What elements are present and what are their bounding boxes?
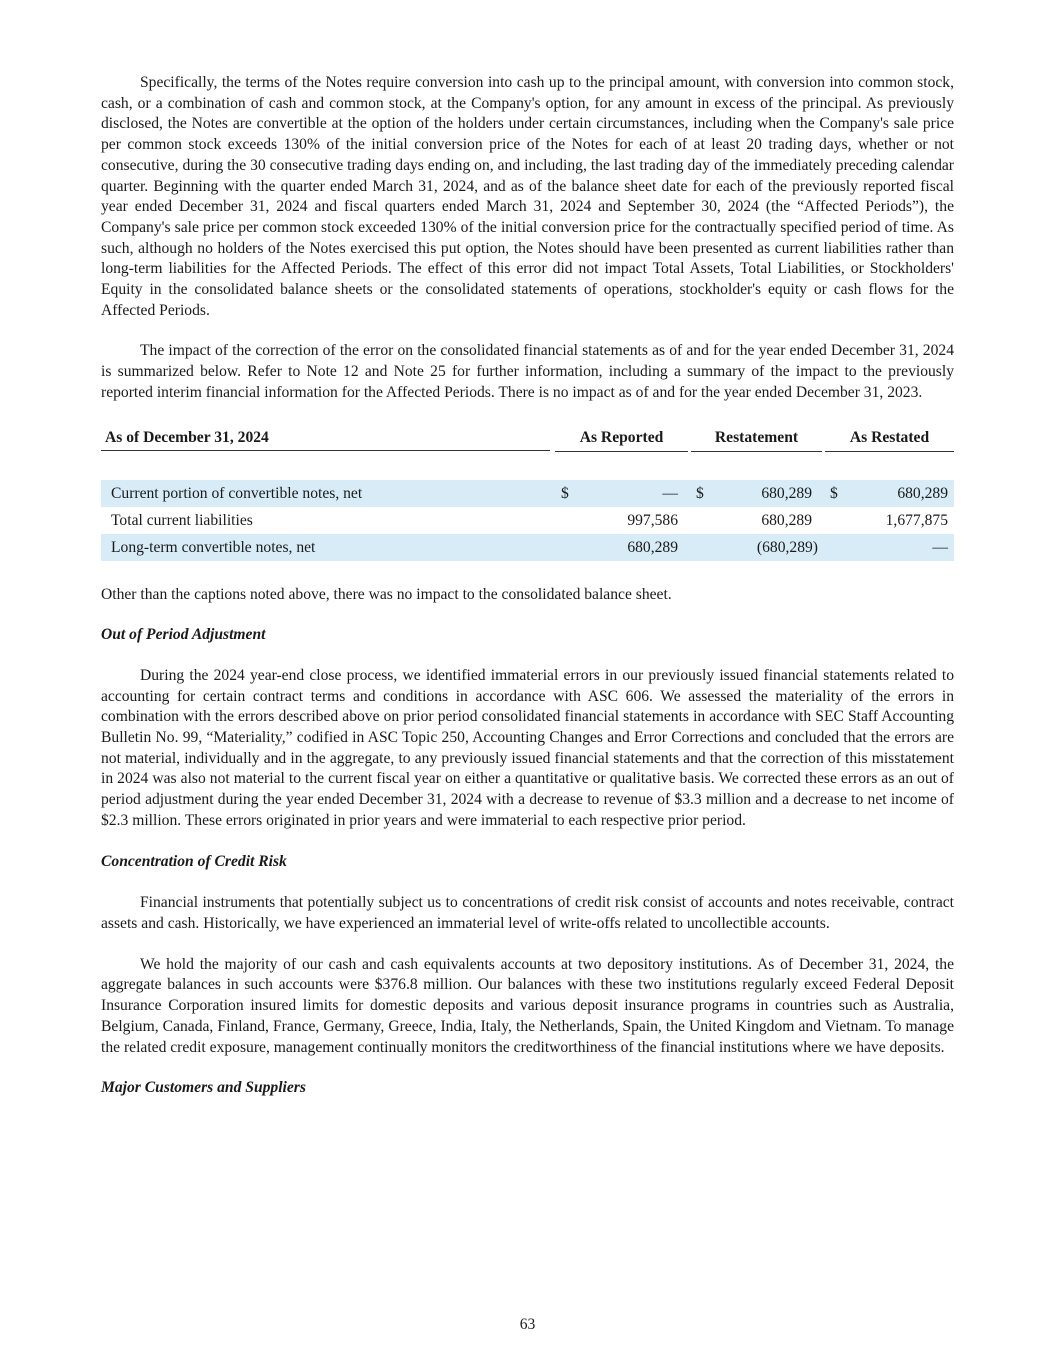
table-row	[101, 507, 954, 534]
as-restated-value: 680,289	[897, 484, 948, 502]
paragraph-financial-instruments: Financial instruments that potentially subject us to concentrations of credit risk consist of accounts and notes receivable, contract assets and cash. Historically, we have experienced an immaterial level of write-offs related to uncollectible accounts.	[101, 894, 954, 932]
as-reported-value: 997,586	[627, 511, 678, 529]
row-label: Total current liabilities	[111, 511, 253, 529]
page-number: 63	[519, 1316, 536, 1333]
as-restated-value: 1,677,875	[885, 511, 948, 529]
heading-concentration-credit-risk: Concentration of Credit Risk	[101, 852, 287, 870]
row-label: Long-term convertible notes, net	[111, 538, 316, 556]
restatement-value: (680,289)	[756, 538, 818, 556]
paragraph-out-of-period: During the 2024 year-end close process, we identified immaterial errors in our previously issued financial statements related to accounting for certain contract terms and conditions in accordance with ASC 606. We assessed the materiality of the errors in combination with the errors described above on prior period consolidated financial statements in accordance with SEC Staff Accounting Bulletin No. 99, “Materiality,” codified in ASC Topic 250, Accounting Changes and Error Corrections and concluded that the errors are not material, individually and in the aggregate, to any previously issued financial statements and that the correction of this misstatement in 2024 was also not material to the current fiscal year on either a quantitative or qualitative basis. We corrected these errors as an out of period adjustment during the year ended December 31, 2024 with a decrease to revenue of $3.3 million and a decrease to net income of $2.3 million. These errors originated in prior years and were immaterial to each respective prior period.	[101, 666, 954, 829]
restatement-value: 680,289	[761, 484, 812, 502]
dollar-sign: $	[561, 484, 569, 502]
as-reported-value: —	[662, 484, 678, 502]
as-reported-value: 680,289	[627, 538, 678, 556]
table-header-restatement: Restatement	[691, 428, 822, 452]
row-label: Current portion of convertible notes, net	[111, 484, 363, 502]
document-page	[101, 73, 954, 1099]
table-header	[101, 428, 954, 453]
table-body	[101, 480, 954, 561]
as-restated-value: —	[932, 538, 948, 556]
restatement-table	[101, 428, 954, 561]
paragraph-cash-deposits: We hold the majority of our cash and cash equivalents accounts at two depository institutions. As of December 31, 2024, the aggregate balances in such accounts were $376.8 million. Our balances with these two institutions regularly exceed Federal Deposit Insurance Corporation insured limits for domestic deposits and various deposit insurance programs in countries such as Australia, Belgium, Canada, Finland, France, Germany, Greece, India, Italy, the Netherlands, Spain, the United Kingdom and Vietnam. To manage the related credit exposure, management continually monitors the creditworthiness of the financial institutions where we have deposits.	[101, 955, 954, 1056]
heading-out-of-period-adjustment: Out of Period Adjustment	[101, 626, 266, 644]
heading-major-customers-suppliers: Major Customers and Suppliers	[101, 1079, 306, 1097]
dollar-sign: $	[830, 484, 838, 502]
paragraph-correction-impact: The impact of the correction of the error on the consolidated financial statements as of and for the year ended December 31, 2024 is summarized below. Refer to Note 12 and Note 25 for further information, including a summary of the impact to the previously reported interim financial information for the Affected Periods. There is no impact as of and for the year ended December 31, 2023.	[101, 342, 954, 401]
table-header-as-restated: As Restated	[825, 428, 954, 452]
table-header-label: As of December 31, 2024	[101, 428, 550, 451]
paragraph-no-other-impact: Other than the captions noted above, there was no impact to the consolidated balance sheet.	[101, 585, 672, 603]
dollar-sign: $	[696, 484, 704, 502]
paragraph-notes-conversion: Specifically, the terms of the Notes require conversion into cash up to the principal amount, with conversion into common stock, cash, or a combination of cash and common stock, at the Company's option, for any amount in excess of the principal. As previously disclosed, the Notes are convertible at the option of the holders under certain circumstances, including when the Company's sale price per common stock exceeds 130% of the initial conversion price of the Notes for each of at least 20 trading days, whether or not consecutive, during the 30 consecutive trading days ending on, and including, the last trading day of the immediately preceding calendar quarter. Beginning with the quarter ended March 31, 2024, and as of the balance sheet date for each of the previously reported fiscal year ended December 31, 2024 and fiscal quarters ended March 31, 2024 and September 30, 2024 (the “Affected Periods”), the Company's sale price per common stock exceeded 130% of the initial conversion price for the contractually specified period of time. As such, although no holders of the Notes exercised this put option, the Notes should have been presented as current liabilities rather than long-term liabilities for the Affected Periods. The effect of this error did not impact Total Assets, Total Liabilities, or Stockholders' Equity in the consolidated balance sheets or the consolidated statements of operations, stockholder's equity or cash flows for the Affected Periods.	[101, 74, 954, 319]
table-row	[101, 534, 954, 561]
table-header-as-reported: As Reported	[555, 428, 688, 452]
restatement-value: 680,289	[761, 511, 812, 529]
table-row	[101, 480, 954, 507]
